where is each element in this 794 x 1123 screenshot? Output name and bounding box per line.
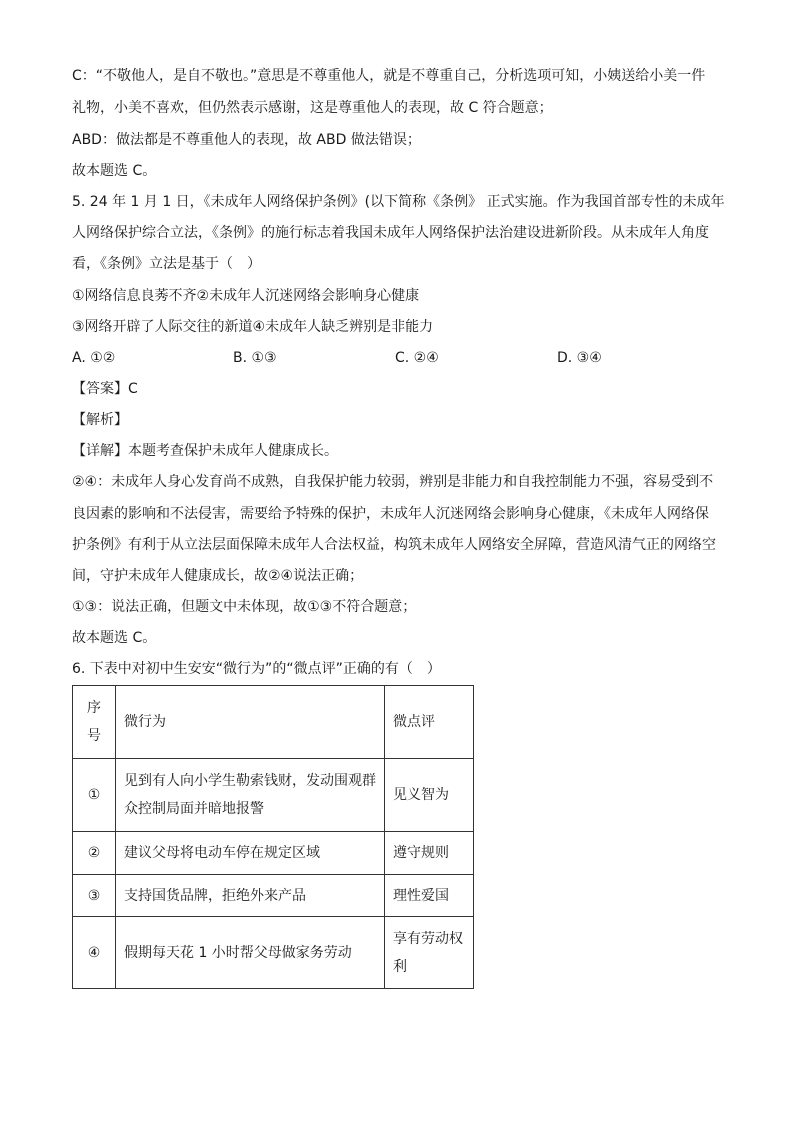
answer-label: 【答案】C bbox=[72, 381, 138, 397]
detail-line: 【详解】本题考查保护未成年人健康成长。 bbox=[72, 443, 338, 459]
text-line: 故本题选 C。 bbox=[72, 163, 157, 179]
row-number: ④ bbox=[73, 917, 116, 989]
row-behavior-line: 众控制局面并暗地报警 bbox=[124, 801, 264, 817]
table-row bbox=[73, 917, 474, 989]
row-behavior: 建议父母将电动车停在规定区域 bbox=[116, 832, 385, 875]
micro-behavior-table bbox=[72, 685, 474, 989]
detail-line: 护条例》有利于从立法层面保障未成年人合法权益，构筑未成年人网络安全屏障，营造风清气正的网络空 bbox=[72, 537, 716, 553]
row-behavior: 假期每天花 1 小时帮父母做家务劳动 bbox=[116, 917, 385, 989]
text-line: ABD：做法都是不尊重他人的表现，故 ABD 做法错误； bbox=[72, 132, 421, 148]
row-behavior bbox=[116, 759, 385, 832]
row-comment-line: 享有劳动权 bbox=[393, 930, 463, 947]
statement-line: ③网络开辟了人际交往的新道④未成年人缺乏辨别是非能力 bbox=[72, 319, 434, 335]
row-number: ① bbox=[73, 759, 116, 832]
statement-line: ①网络信息良莠不齐②未成年人沉迷网络会影响身心健康 bbox=[72, 288, 420, 304]
table-row bbox=[73, 875, 474, 917]
text-line: 礼物，小美不喜欢，但仍然表示感谢，这是尊重他人的表现，故 C 符合题意； bbox=[72, 100, 553, 116]
question-5-line: 看，《条例》立法是基于（ ） bbox=[72, 256, 261, 272]
option-a: A. ①② bbox=[72, 350, 116, 366]
header-no-part: 号 bbox=[87, 728, 101, 744]
row-number: ③ bbox=[73, 875, 116, 917]
row-behavior-line: 见到有人向小学生勒索钱财，发动围观群 bbox=[124, 773, 376, 789]
question-6-line: 6. 下表中对初中生安安“微行为”的“微点评”正确的有（ ） bbox=[72, 661, 441, 677]
option-d: D. ③④ bbox=[557, 350, 602, 366]
question-5-line: 人网络保护综合立法，《条例》的施行标志着我国未成年人网络保护法治建设进新阶段。从未成年人角度 bbox=[72, 225, 709, 241]
row-comment-line: 利 bbox=[393, 958, 407, 975]
row-number: ② bbox=[73, 832, 116, 875]
detail-line: 良因素的影响和不法侵害，需要给予特殊的保护，未成年人沉迷网络会影响身心健康，《未成年人网络保 bbox=[72, 506, 709, 522]
row-comment: 见义智为 bbox=[385, 759, 474, 832]
detail-line: 故本题选 C。 bbox=[72, 630, 157, 646]
detail-line: ①③：说法正确，但题文中未体现，故①③不符合题意； bbox=[72, 599, 417, 615]
analysis-label: 【解析】 bbox=[72, 412, 128, 428]
header-cell-comment: 微点评 bbox=[385, 686, 474, 759]
table-row bbox=[73, 832, 474, 875]
text-line: C：“不敬他人，是自不敬也。”意思是不尊重他人，就是不尊重自己，分析选项可知，小姨送给小美一件 bbox=[72, 68, 706, 84]
question-5-line: 5. 24 年 1 月 1 日，《未成年人网络保护条例》(以下简称《条例》 正式实施。作为我国首部专性的未成年 bbox=[72, 194, 725, 210]
row-comment: 理性爱国 bbox=[385, 875, 474, 917]
option-b: B. ①③ bbox=[233, 350, 277, 366]
detail-line: ②④：未成年人身心发育尚不成熟，自我保护能力较弱，辨别是非能力和自我控制能力不强，容易受到不 bbox=[72, 474, 714, 490]
option-c: C. ②④ bbox=[395, 350, 439, 366]
header-cell-behavior: 微行为 bbox=[116, 686, 385, 759]
row-behavior: 支持国货品牌，拒绝外来产品 bbox=[116, 875, 385, 917]
table-header-row bbox=[73, 686, 474, 759]
header-cell-no bbox=[73, 686, 116, 759]
row-comment bbox=[385, 917, 474, 989]
row-comment: 遵守规则 bbox=[385, 832, 474, 875]
header-no-part: 序 bbox=[87, 700, 101, 716]
table-row bbox=[73, 759, 474, 832]
detail-line: 间，守护未成年人健康成长，故②④说法正确； bbox=[72, 568, 364, 584]
